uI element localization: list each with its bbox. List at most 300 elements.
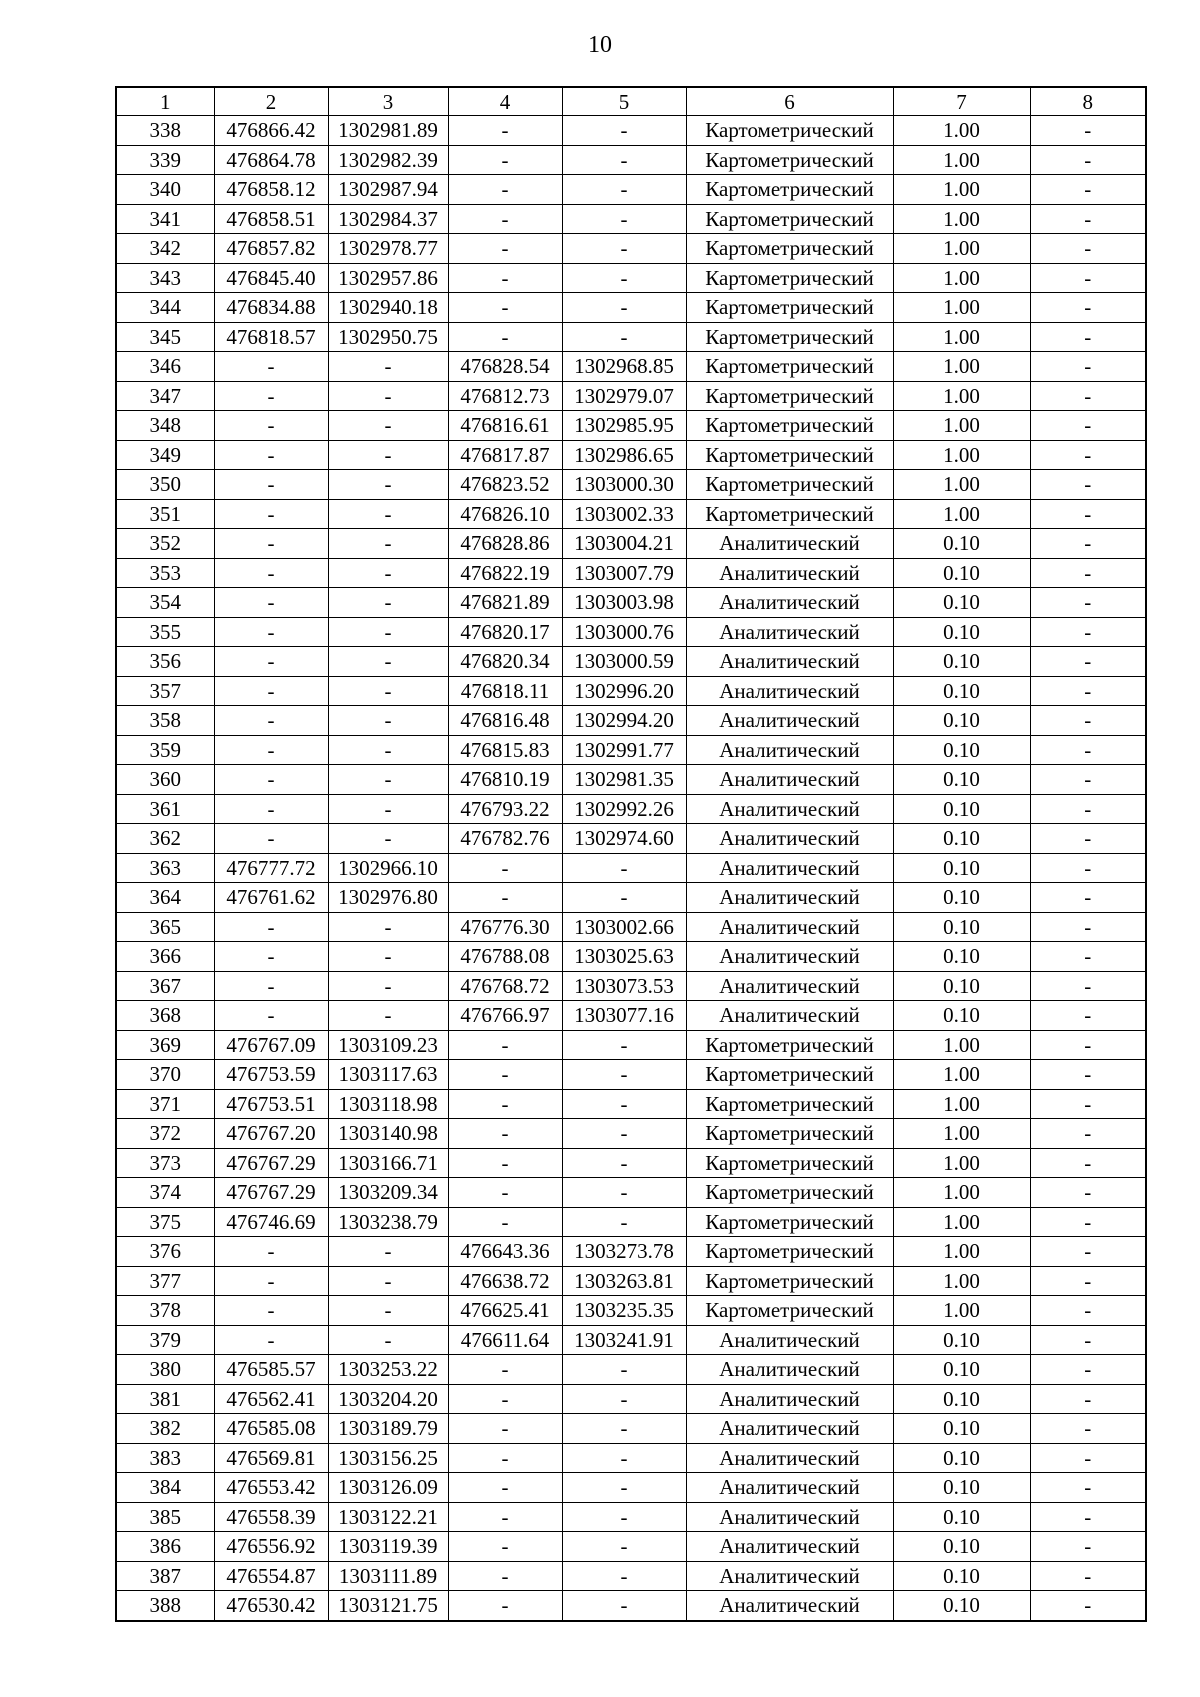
table-row (116, 1591, 1146, 1621)
cell-y-existing: - (328, 440, 448, 470)
cell-y-existing: 1302966.10 (328, 853, 448, 883)
cell-method: Аналитический (686, 1325, 893, 1355)
cell-accuracy: 0.10 (893, 1532, 1030, 1562)
cell-description: - (1030, 1237, 1146, 1267)
cell-description: - (1030, 322, 1146, 352)
cell-y-existing: 1303119.39 (328, 1532, 448, 1562)
cell-description: - (1030, 145, 1146, 175)
cell-x-existing: 476746.69 (214, 1207, 328, 1237)
cell-description: - (1030, 1561, 1146, 1591)
cell-x-new: - (448, 204, 562, 234)
cell-x-existing: 476818.57 (214, 322, 328, 352)
cell-description: - (1030, 1414, 1146, 1444)
cell-y-existing: - (328, 411, 448, 441)
cell-description: - (1030, 175, 1146, 205)
cell-y-new: 1303073.53 (562, 971, 686, 1001)
cell-x-new: - (448, 116, 562, 146)
cell-y-new: 1302991.77 (562, 735, 686, 765)
table-row (116, 1030, 1146, 1060)
cell-x-existing: - (214, 735, 328, 765)
cell-x-new: - (448, 1178, 562, 1208)
cell-point-number: 379 (116, 1325, 214, 1355)
cell-y-new: - (562, 1178, 686, 1208)
cell-x-existing: - (214, 588, 328, 618)
cell-x-new: 476821.89 (448, 588, 562, 618)
cell-description: - (1030, 765, 1146, 795)
cell-point-number: 353 (116, 558, 214, 588)
cell-x-existing: - (214, 499, 328, 529)
table-row (116, 204, 1146, 234)
cell-point-number: 365 (116, 912, 214, 942)
cell-x-existing: 476767.29 (214, 1178, 328, 1208)
cell-method: Картометрический (686, 145, 893, 175)
table-row (116, 1443, 1146, 1473)
cell-y-new: - (562, 1473, 686, 1503)
cell-method: Аналитический (686, 1532, 893, 1562)
cell-y-new: 1303273.78 (562, 1237, 686, 1267)
cell-y-new: 1303004.21 (562, 529, 686, 559)
cell-x-existing: - (214, 912, 328, 942)
cell-point-number: 343 (116, 263, 214, 293)
cell-point-number: 346 (116, 352, 214, 382)
cell-point-number: 366 (116, 942, 214, 972)
cell-y-existing: - (328, 794, 448, 824)
cell-y-new: 1302974.60 (562, 824, 686, 854)
cell-description: - (1030, 558, 1146, 588)
cell-x-existing: 476864.78 (214, 145, 328, 175)
cell-y-existing: - (328, 706, 448, 736)
cell-y-new: - (562, 234, 686, 264)
cell-accuracy: 1.00 (893, 1207, 1030, 1237)
cell-point-number: 357 (116, 676, 214, 706)
cell-method: Аналитический (686, 1473, 893, 1503)
cell-method: Картометрический (686, 381, 893, 411)
cell-y-new: 1302968.85 (562, 352, 686, 382)
cell-point-number: 340 (116, 175, 214, 205)
cell-method: Аналитический (686, 558, 893, 588)
cell-method: Аналитический (686, 824, 893, 854)
table-row (116, 145, 1146, 175)
cell-x-new: 476810.19 (448, 765, 562, 795)
cell-description: - (1030, 1001, 1146, 1031)
cell-point-number: 362 (116, 824, 214, 854)
cell-x-existing: 476585.08 (214, 1414, 328, 1444)
cell-method: Картометрический (686, 263, 893, 293)
cell-y-existing: - (328, 824, 448, 854)
cell-accuracy: 1.00 (893, 1266, 1030, 1296)
cell-accuracy: 1.00 (893, 1030, 1030, 1060)
table-row (116, 1237, 1146, 1267)
cell-point-number: 386 (116, 1532, 214, 1562)
cell-y-existing: - (328, 971, 448, 1001)
cell-accuracy: 0.10 (893, 558, 1030, 588)
cell-y-existing: 1302978.77 (328, 234, 448, 264)
cell-y-existing: - (328, 352, 448, 382)
cell-point-number: 342 (116, 234, 214, 264)
cell-y-existing: - (328, 1237, 448, 1267)
cell-y-new: - (562, 1119, 686, 1149)
cell-x-new: 476820.17 (448, 617, 562, 647)
cell-x-new: - (448, 1060, 562, 1090)
cell-x-new: - (448, 1561, 562, 1591)
cell-accuracy: 1.00 (893, 440, 1030, 470)
cell-x-new: - (448, 853, 562, 883)
cell-y-existing: 1303117.63 (328, 1060, 448, 1090)
cell-method: Картометрический (686, 440, 893, 470)
cell-accuracy: 1.00 (893, 499, 1030, 529)
cell-x-existing: 476753.59 (214, 1060, 328, 1090)
cell-y-new: - (562, 1089, 686, 1119)
cell-description: - (1030, 1443, 1146, 1473)
cell-x-existing: 476585.57 (214, 1355, 328, 1385)
cell-y-new: 1303003.98 (562, 588, 686, 618)
cell-y-existing: - (328, 381, 448, 411)
table-row (116, 883, 1146, 913)
cell-description: - (1030, 1207, 1146, 1237)
cell-description: - (1030, 499, 1146, 529)
cell-method: Картометрический (686, 116, 893, 146)
cell-y-existing: 1303122.21 (328, 1502, 448, 1532)
cell-method: Аналитический (686, 1591, 893, 1621)
cell-y-new: 1302986.65 (562, 440, 686, 470)
cell-point-number: 358 (116, 706, 214, 736)
cell-point-number: 368 (116, 1001, 214, 1031)
table-row (116, 1532, 1146, 1562)
cell-accuracy: 1.00 (893, 263, 1030, 293)
table-row (116, 942, 1146, 972)
cell-x-existing: - (214, 1266, 328, 1296)
cell-accuracy: 1.00 (893, 352, 1030, 382)
cell-y-new: - (562, 1384, 686, 1414)
cell-point-number: 375 (116, 1207, 214, 1237)
cell-point-number: 387 (116, 1561, 214, 1591)
table-row (116, 912, 1146, 942)
column-header-description: 8 (1030, 87, 1146, 116)
cell-method: Картометрический (686, 1148, 893, 1178)
cell-y-new: - (562, 322, 686, 352)
cell-x-new: 476828.54 (448, 352, 562, 382)
cell-point-number: 364 (116, 883, 214, 913)
cell-point-number: 345 (116, 322, 214, 352)
cell-accuracy: 0.10 (893, 1473, 1030, 1503)
cell-method: Аналитический (686, 794, 893, 824)
cell-description: - (1030, 411, 1146, 441)
table-row (116, 1384, 1146, 1414)
cell-x-new: 476782.76 (448, 824, 562, 854)
cell-accuracy: 0.10 (893, 676, 1030, 706)
cell-x-new: - (448, 263, 562, 293)
cell-y-new: - (562, 175, 686, 205)
cell-description: - (1030, 1502, 1146, 1532)
cell-y-new: - (562, 1591, 686, 1621)
cell-x-existing: 476761.62 (214, 883, 328, 913)
coordinates-table (115, 86, 1147, 1622)
cell-method: Аналитический (686, 617, 893, 647)
cell-x-existing: 476554.87 (214, 1561, 328, 1591)
cell-x-new: - (448, 1473, 562, 1503)
cell-accuracy: 1.00 (893, 1060, 1030, 1090)
cell-x-new: - (448, 1089, 562, 1119)
table-row (116, 1502, 1146, 1532)
cell-y-existing: 1303126.09 (328, 1473, 448, 1503)
cell-method: Картометрический (686, 499, 893, 529)
cell-description: - (1030, 588, 1146, 618)
cell-method: Картометрический (686, 175, 893, 205)
cell-x-existing: - (214, 440, 328, 470)
cell-accuracy: 0.10 (893, 883, 1030, 913)
cell-description: - (1030, 293, 1146, 323)
cell-accuracy: 0.10 (893, 1502, 1030, 1532)
table-row (116, 381, 1146, 411)
cell-description: - (1030, 1325, 1146, 1355)
cell-y-existing: 1302950.75 (328, 322, 448, 352)
cell-method: Картометрический (686, 1178, 893, 1208)
cell-point-number: 341 (116, 204, 214, 234)
cell-y-existing: 1303189.79 (328, 1414, 448, 1444)
cell-x-existing: - (214, 1237, 328, 1267)
cell-description: - (1030, 1178, 1146, 1208)
cell-y-new: 1302996.20 (562, 676, 686, 706)
cell-x-existing: - (214, 411, 328, 441)
cell-x-existing: - (214, 942, 328, 972)
cell-x-existing: 476866.42 (214, 116, 328, 146)
cell-y-existing: - (328, 617, 448, 647)
cell-accuracy: 0.10 (893, 971, 1030, 1001)
cell-accuracy: 1.00 (893, 204, 1030, 234)
cell-point-number: 351 (116, 499, 214, 529)
cell-point-number: 359 (116, 735, 214, 765)
cell-point-number: 374 (116, 1178, 214, 1208)
cell-accuracy: 1.00 (893, 1296, 1030, 1326)
cell-point-number: 348 (116, 411, 214, 441)
table-row (116, 116, 1146, 146)
cell-method: Аналитический (686, 1001, 893, 1031)
cell-description: - (1030, 617, 1146, 647)
cell-y-new: - (562, 1060, 686, 1090)
cell-accuracy: 0.10 (893, 765, 1030, 795)
cell-y-existing: - (328, 647, 448, 677)
table-row (116, 411, 1146, 441)
cell-x-existing: - (214, 1325, 328, 1355)
cell-accuracy: 0.10 (893, 853, 1030, 883)
cell-method: Аналитический (686, 676, 893, 706)
cell-description: - (1030, 794, 1146, 824)
cell-accuracy: 0.10 (893, 1355, 1030, 1385)
cell-y-existing: 1302987.94 (328, 175, 448, 205)
cell-point-number: 339 (116, 145, 214, 175)
cell-description: - (1030, 1030, 1146, 1060)
cell-y-existing: - (328, 676, 448, 706)
table-row (116, 1296, 1146, 1326)
cell-accuracy: 1.00 (893, 411, 1030, 441)
table-row (116, 322, 1146, 352)
cell-y-new: 1303000.76 (562, 617, 686, 647)
cell-x-existing: 476834.88 (214, 293, 328, 323)
cell-y-existing: 1302982.39 (328, 145, 448, 175)
table-row (116, 676, 1146, 706)
cell-accuracy: 0.10 (893, 1591, 1030, 1621)
cell-method: Картометрический (686, 204, 893, 234)
cell-accuracy: 1.00 (893, 1148, 1030, 1178)
cell-point-number: 367 (116, 971, 214, 1001)
cell-description: - (1030, 1266, 1146, 1296)
cell-method: Картометрический (686, 1237, 893, 1267)
cell-x-existing: - (214, 617, 328, 647)
cell-x-existing: 476556.92 (214, 1532, 328, 1562)
column-header-method: 6 (686, 87, 893, 116)
cell-description: - (1030, 1119, 1146, 1149)
cell-x-existing: - (214, 676, 328, 706)
cell-method: Аналитический (686, 912, 893, 942)
cell-y-new: - (562, 116, 686, 146)
cell-method: Аналитический (686, 942, 893, 972)
cell-x-new: - (448, 1502, 562, 1532)
cell-x-existing: 476858.51 (214, 204, 328, 234)
cell-x-existing: 476753.51 (214, 1089, 328, 1119)
cell-x-new: 476788.08 (448, 942, 562, 972)
cell-point-number: 377 (116, 1266, 214, 1296)
table-row (116, 1325, 1146, 1355)
cell-method: Картометрический (686, 1266, 893, 1296)
cell-y-new: - (562, 145, 686, 175)
cell-y-existing: 1302940.18 (328, 293, 448, 323)
table-row (116, 175, 1146, 205)
cell-point-number: 347 (116, 381, 214, 411)
cell-x-new: 476817.87 (448, 440, 562, 470)
cell-method: Аналитический (686, 1502, 893, 1532)
cell-y-existing: 1303111.89 (328, 1561, 448, 1591)
cell-point-number: 369 (116, 1030, 214, 1060)
cell-y-new: 1303002.33 (562, 499, 686, 529)
cell-point-number: 363 (116, 853, 214, 883)
cell-method: Картометрический (686, 411, 893, 441)
table-row (116, 352, 1146, 382)
cell-x-existing: 476767.09 (214, 1030, 328, 1060)
cell-description: - (1030, 706, 1146, 736)
cell-y-new: 1303263.81 (562, 1266, 686, 1296)
cell-accuracy: 1.00 (893, 175, 1030, 205)
cell-x-existing: - (214, 558, 328, 588)
cell-x-new: 476816.48 (448, 706, 562, 736)
cell-x-existing: - (214, 529, 328, 559)
cell-y-existing: - (328, 470, 448, 500)
cell-accuracy: 1.00 (893, 322, 1030, 352)
cell-y-new: 1303077.16 (562, 1001, 686, 1031)
cell-method: Аналитический (686, 1384, 893, 1414)
cell-x-new: 476828.86 (448, 529, 562, 559)
table-row (116, 794, 1146, 824)
cell-x-existing: 476553.42 (214, 1473, 328, 1503)
cell-accuracy: 0.10 (893, 1325, 1030, 1355)
cell-accuracy: 0.10 (893, 1001, 1030, 1031)
cell-x-existing: - (214, 381, 328, 411)
table-row (116, 588, 1146, 618)
table-row (116, 293, 1146, 323)
column-header-y-existing: 3 (328, 87, 448, 116)
cell-method: Аналитический (686, 765, 893, 795)
cell-y-existing: - (328, 499, 448, 529)
table-row (116, 558, 1146, 588)
cell-point-number: 373 (116, 1148, 214, 1178)
table-row (116, 1060, 1146, 1090)
cell-accuracy: 0.10 (893, 706, 1030, 736)
column-header-x-new: 4 (448, 87, 562, 116)
cell-point-number: 352 (116, 529, 214, 559)
cell-method: Аналитический (686, 1414, 893, 1444)
cell-x-new: - (448, 1148, 562, 1178)
cell-x-new: - (448, 293, 562, 323)
cell-y-new: 1302981.35 (562, 765, 686, 795)
cell-x-existing: - (214, 1001, 328, 1031)
cell-method: Аналитический (686, 883, 893, 913)
cell-x-new: 476611.64 (448, 1325, 562, 1355)
cell-point-number: 378 (116, 1296, 214, 1326)
cell-method: Картометрический (686, 1296, 893, 1326)
table-row (116, 440, 1146, 470)
cell-description: - (1030, 1591, 1146, 1621)
cell-method: Картометрический (686, 293, 893, 323)
cell-y-new: - (562, 1443, 686, 1473)
cell-y-existing: 1303166.71 (328, 1148, 448, 1178)
cell-x-new: - (448, 145, 562, 175)
cell-y-new: - (562, 883, 686, 913)
cell-x-new: 476766.97 (448, 1001, 562, 1031)
cell-accuracy: 0.10 (893, 1414, 1030, 1444)
cell-x-existing: 476558.39 (214, 1502, 328, 1532)
cell-point-number: 356 (116, 647, 214, 677)
table-header-row (116, 87, 1146, 116)
cell-method: Аналитический (686, 706, 893, 736)
cell-point-number: 371 (116, 1089, 214, 1119)
cell-y-new: - (562, 293, 686, 323)
cell-description: - (1030, 942, 1146, 972)
cell-accuracy: 0.10 (893, 529, 1030, 559)
column-header-accuracy: 7 (893, 87, 1030, 116)
cell-description: - (1030, 1355, 1146, 1385)
cell-description: - (1030, 1060, 1146, 1090)
cell-x-new: 476812.73 (448, 381, 562, 411)
cell-x-new: - (448, 883, 562, 913)
cell-description: - (1030, 116, 1146, 146)
cell-y-existing: 1302984.37 (328, 204, 448, 234)
cell-description: - (1030, 1384, 1146, 1414)
table-row (116, 971, 1146, 1001)
cell-x-new: 476823.52 (448, 470, 562, 500)
cell-method: Аналитический (686, 647, 893, 677)
cell-x-existing: 476569.81 (214, 1443, 328, 1473)
cell-point-number: 388 (116, 1591, 214, 1621)
cell-point-number: 380 (116, 1355, 214, 1385)
cell-x-new: - (448, 175, 562, 205)
cell-description: - (1030, 1473, 1146, 1503)
cell-x-existing: - (214, 794, 328, 824)
table-row (116, 1355, 1146, 1385)
cell-x-new: 476820.34 (448, 647, 562, 677)
cell-y-existing: 1303238.79 (328, 1207, 448, 1237)
table-row (116, 1148, 1146, 1178)
cell-x-existing: 476845.40 (214, 263, 328, 293)
cell-x-new: 476643.36 (448, 1237, 562, 1267)
cell-y-new: - (562, 1414, 686, 1444)
cell-y-existing: - (328, 1266, 448, 1296)
cell-point-number: 338 (116, 116, 214, 146)
cell-y-new: 1303241.91 (562, 1325, 686, 1355)
table-row (116, 853, 1146, 883)
cell-accuracy: 0.10 (893, 794, 1030, 824)
cell-y-new: 1303000.30 (562, 470, 686, 500)
cell-description: - (1030, 352, 1146, 382)
cell-method: Аналитический (686, 735, 893, 765)
